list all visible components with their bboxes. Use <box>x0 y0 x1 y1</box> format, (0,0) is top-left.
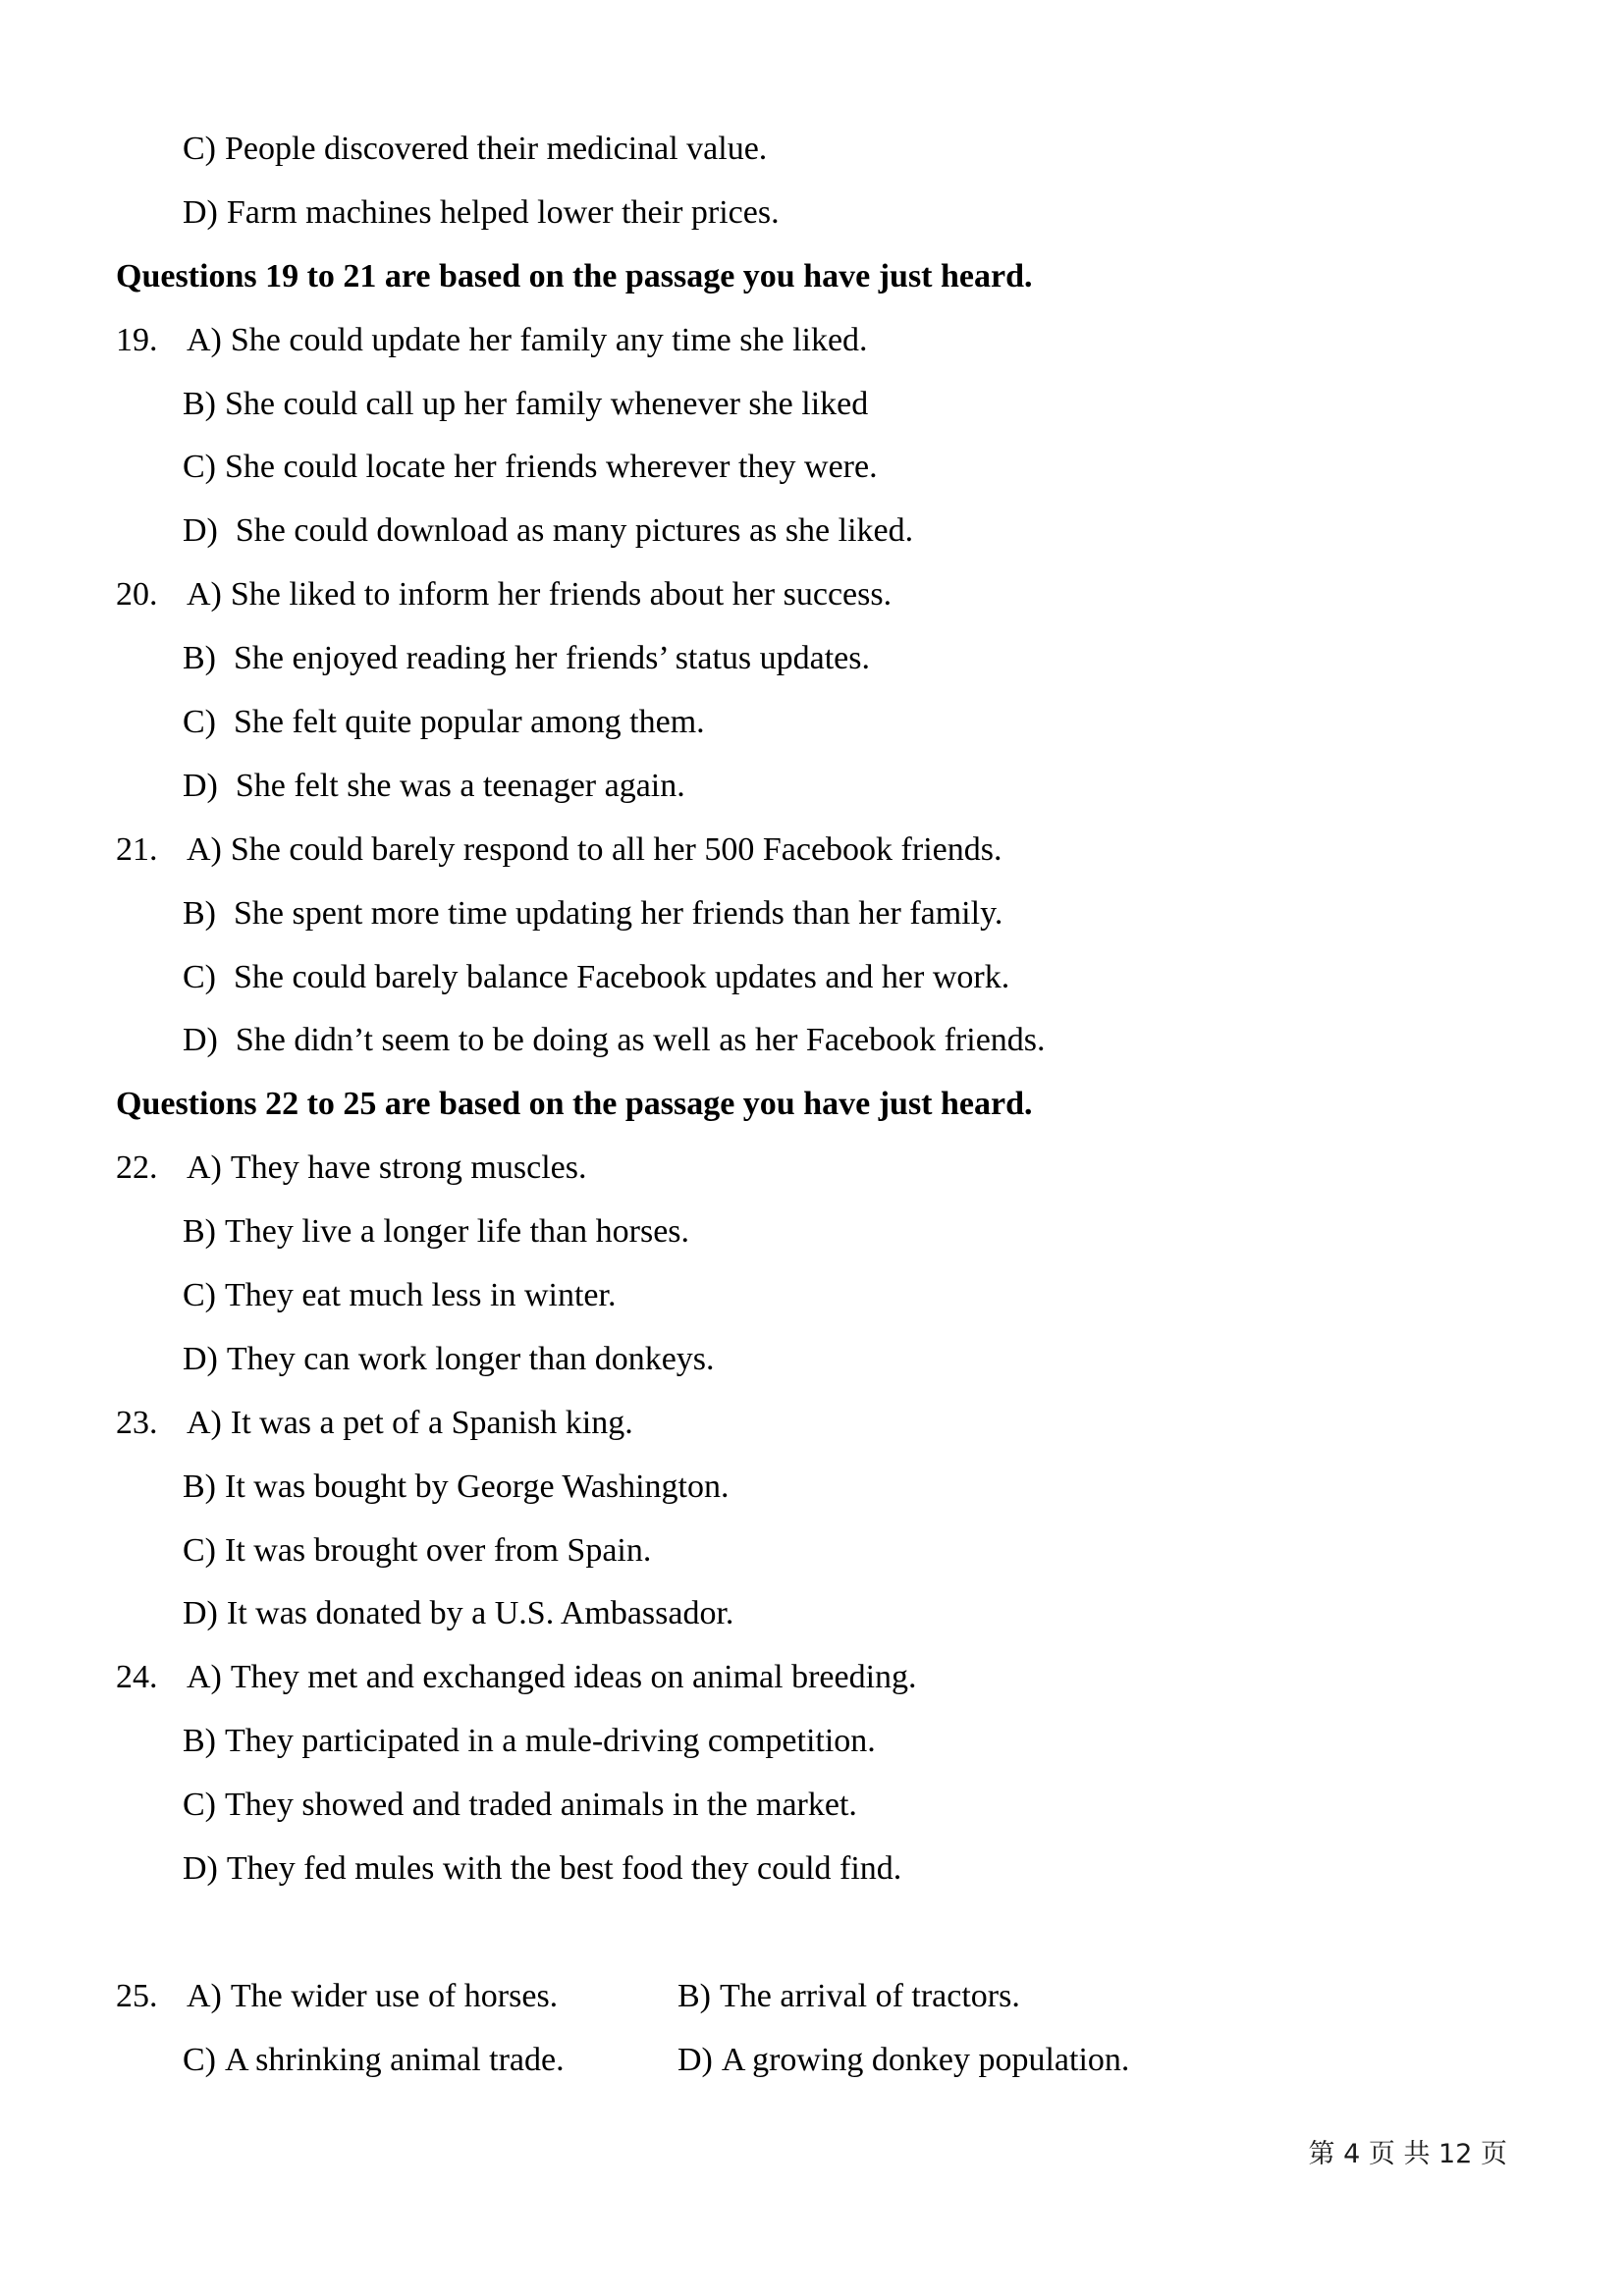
option-text: She could call up her family whenever she liked <box>225 385 869 422</box>
question-25-option-b <box>677 1965 1020 2029</box>
option-text: She could download as many pictures as she liked. <box>235 512 914 550</box>
option-label: C) <box>183 704 216 741</box>
question-22-option-d <box>0 1328 1624 1392</box>
question-number: 23. <box>116 1404 158 1441</box>
option-label: A) <box>187 830 222 868</box>
option-label: C) <box>183 1277 216 1314</box>
option-text: They met and exchanged ideas on animal breeding. <box>230 1659 917 1696</box>
question-number: 24. <box>116 1659 158 1696</box>
option-label: D) <box>183 1850 218 1888</box>
option-label: C) <box>183 1787 216 1824</box>
question-23-line-a <box>0 1392 1624 1456</box>
question-22-option-b <box>0 1201 1624 1264</box>
option-label: D) <box>677 2041 713 2078</box>
question-20-option-c <box>0 691 1624 755</box>
option-text: She felt quite popular among them. <box>234 704 705 741</box>
option-text: It was bought by George Washington. <box>225 1468 730 1505</box>
option-label: A) <box>187 1977 222 2014</box>
question-25-option-d <box>677 2029 1129 2093</box>
option-label: B) <box>183 385 216 422</box>
question-23-option-c <box>0 1520 1624 1583</box>
option-text: A growing donkey population. <box>721 2041 1130 2078</box>
option-text: They can work longer than donkeys. <box>226 1340 715 1377</box>
option-text: It was brought over from Spain. <box>225 1531 652 1569</box>
option-text: She felt she was a teenager again. <box>235 767 685 804</box>
option-label: B) <box>183 894 216 932</box>
exam-content <box>0 118 1624 2093</box>
option-text: The wider use of horses. <box>230 1977 559 2014</box>
question-25-line-ab <box>0 1965 1624 2029</box>
option-text: She didn’t seem to be doing as well as her Facebook friends. <box>235 1022 1046 1059</box>
question-21-option-b <box>0 882 1624 946</box>
option-text: It was donated by a U.S. Ambassador. <box>226 1595 734 1632</box>
option-label: B) <box>183 1723 216 1760</box>
option-label: A) <box>187 1149 222 1187</box>
option-text: They fed mules with the best food they could find. <box>226 1850 902 1888</box>
option-text: People discovered their medicinal value. <box>225 131 768 167</box>
option-label: D) <box>183 193 218 231</box>
option-label: A) <box>187 1404 222 1441</box>
question-23-option-d <box>0 1582 1624 1646</box>
question-25-line-cd <box>0 2029 1624 2093</box>
option-text: She could barely respond to all her 500 Facebook friends. <box>230 830 1002 868</box>
page-number-footer: 第 4 页 共 12 页 <box>1308 2139 1507 2169</box>
option-text: She spent more time updating her friends than her family. <box>234 894 1003 932</box>
option-text: It was a pet of a Spanish king. <box>230 1404 633 1441</box>
option-label: C) <box>183 449 216 486</box>
section-header-19-21: Questions 19 to 21 are based on the passage you have just heard. <box>116 257 1033 294</box>
question-19-option-d <box>0 500 1624 563</box>
question-19-option-c <box>0 436 1624 500</box>
question-number: 22. <box>116 1149 158 1187</box>
option-label: A) <box>187 1659 222 1696</box>
option-label: D) <box>183 1595 218 1632</box>
option-text: A shrinking animal trade. <box>225 2041 565 2078</box>
option-label: A) <box>187 321 222 358</box>
option-label: D) <box>183 1022 218 1059</box>
section-header-22-25: Questions 22 to 25 are based on the passage you have just heard. <box>116 1086 1033 1123</box>
option-text: They eat much less in winter. <box>225 1277 617 1314</box>
option-text: They participated in a mule-driving competition. <box>225 1723 876 1760</box>
question-22-option-c <box>0 1264 1624 1328</box>
question-number: 25. <box>116 1977 158 2014</box>
question-24-option-c <box>0 1774 1624 1838</box>
option-label: B) <box>183 1468 216 1505</box>
option-text: She enjoyed reading her friends’ status updates. <box>234 640 871 677</box>
answer-option-d <box>0 182 1624 245</box>
option-label: B) <box>183 1213 216 1251</box>
question-21-option-c <box>0 946 1624 1010</box>
option-label: A) <box>187 576 222 614</box>
option-text: They live a longer life than horses. <box>225 1213 690 1251</box>
question-24-option-b <box>0 1710 1624 1774</box>
question-19-line-a <box>0 309 1624 373</box>
option-label: B) <box>677 1977 711 2014</box>
option-label: C) <box>183 958 216 995</box>
question-20-option-d <box>0 755 1624 819</box>
option-label: B) <box>183 640 216 677</box>
option-text: She liked to inform her friends about her success. <box>230 576 893 614</box>
question-21-option-d <box>0 1009 1624 1073</box>
question-21-line-a <box>0 819 1624 882</box>
question-23-option-b <box>0 1456 1624 1520</box>
question-19-option-b <box>0 373 1624 437</box>
option-text: They showed and traded animals in the market. <box>225 1787 857 1824</box>
option-text: Farm machines helped lower their prices. <box>226 193 780 231</box>
option-text: She could barely balance Facebook updates and her work. <box>234 958 1010 995</box>
question-24-option-d <box>0 1838 1624 1901</box>
option-text: The arrival of tractors. <box>720 1977 1020 2014</box>
answer-option-c <box>0 118 1624 182</box>
question-24-line-a <box>0 1646 1624 1710</box>
option-label: C) <box>183 131 216 167</box>
spacer-line <box>0 1901 1624 1965</box>
question-20-option-b <box>0 627 1624 691</box>
question-22-line-a <box>0 1137 1624 1201</box>
option-label: C) <box>183 2041 216 2078</box>
option-label: D) <box>183 1340 218 1377</box>
option-text: She could locate her friends wherever they were. <box>225 449 878 486</box>
option-label: D) <box>183 767 218 804</box>
option-text: She could update her family any time she liked. <box>230 321 868 358</box>
option-label: D) <box>183 512 218 550</box>
question-20-line-a <box>0 563 1624 627</box>
option-text: They have strong muscles. <box>230 1149 587 1187</box>
question-number: 20. <box>116 576 158 614</box>
question-number: 19. <box>116 321 158 358</box>
question-number: 21. <box>116 830 158 868</box>
option-label: C) <box>183 1531 216 1569</box>
